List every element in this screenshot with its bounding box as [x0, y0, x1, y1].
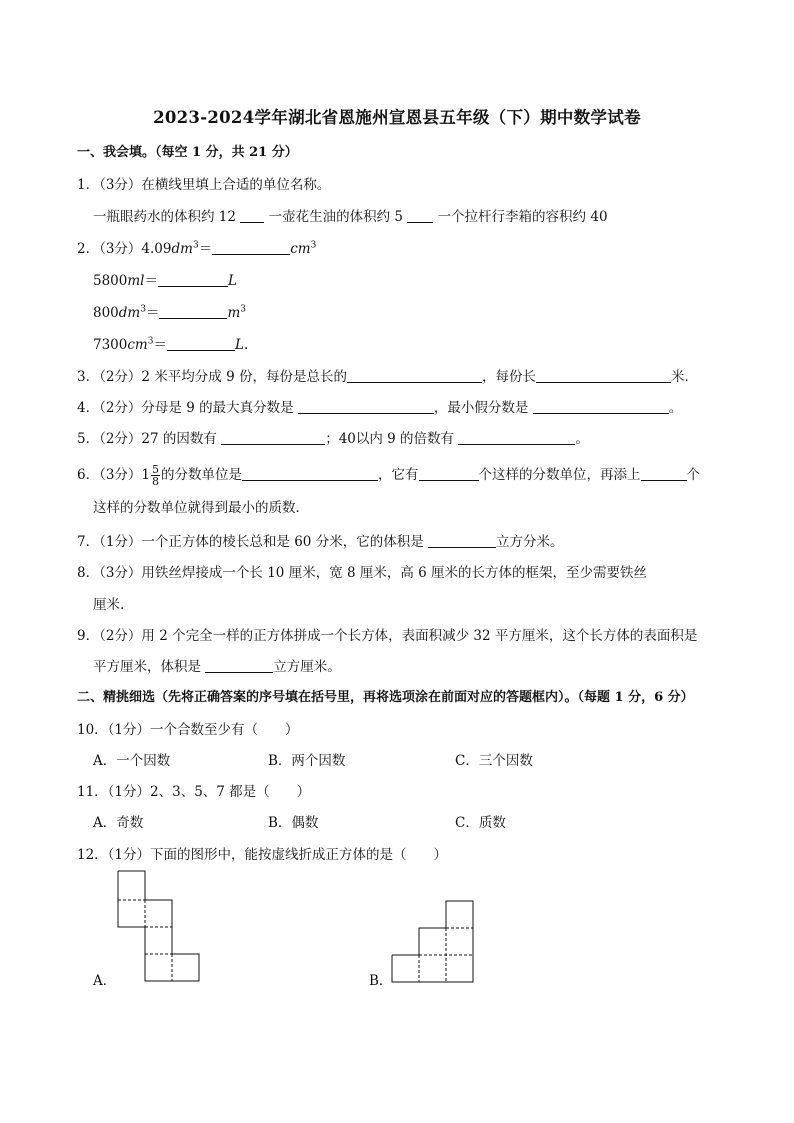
answer-blank[interactable] [240, 208, 264, 223]
answer-blank[interactable] [536, 368, 671, 383]
cube-net-b-figure [391, 900, 475, 984]
question-8-line-1: 8．（3分）用铁丝焊接成一个长 10 厘米，宽 8 厘米，高 6 厘米的长方体的框架，至少需要铁丝 [77, 565, 648, 581]
question-4: 4．（2分）分母是 9 的最大真分数是 ，最小假分数是 。 [77, 400, 683, 416]
section-1-heading: 一、我会填。（每空 1 分，共 21 分） [77, 145, 298, 160]
answer-blank[interactable] [298, 399, 434, 414]
question-2-line-c: $800dm^3= m^3$ [93, 304, 247, 321]
answer-blank[interactable] [212, 240, 290, 255]
option-b[interactable]: B．两个因数 [268, 753, 346, 769]
answer-blank[interactable] [159, 304, 227, 319]
section-2-heading: 二、精挑细选（先将正确答案的序号填在括号里，再将选项涂在前面对应的答题框内）。（每题 1 分，6 分） [77, 690, 694, 705]
answer-blank[interactable] [407, 208, 433, 223]
option-b[interactable]: B． [369, 973, 393, 989]
answer-blank[interactable] [221, 430, 325, 445]
question-1-stem: 1．（3分）在横线里填上合适的单位名称。 [77, 177, 331, 193]
page-title: 2023-2024学年湖北省恩施州宣恩县五年级（下）期中数学试卷 [153, 108, 641, 127]
option-b[interactable]: B．偶数 [268, 815, 319, 831]
answer-blank[interactable] [428, 533, 496, 548]
answer-blank[interactable] [347, 368, 482, 383]
answer-blank[interactable] [242, 466, 378, 481]
option-c[interactable]: C．三个因数 [455, 753, 533, 769]
question-3: 3．（2分）2 米平均分成 9 份，每份是总长的 ，每份长 米． [77, 369, 698, 385]
mixed-number-fraction: $\frac{5}{8}$ [152, 463, 160, 488]
question-1-items: 一瓶眼药水的体积约 12 一壶花生油的体积约 5 一个拉杆行李箱的容积约 40 [93, 209, 608, 225]
answer-blank[interactable] [419, 466, 479, 481]
question-5: 5．（2分）27 的因数有 ；40以内 9 的倍数有 。 [77, 431, 589, 447]
option-a[interactable]: A．一个因数 [93, 753, 171, 769]
answer-blank[interactable] [205, 658, 273, 673]
question-6-line-2: 这样的分数单位就得到最小的质数． [93, 500, 309, 516]
answer-blank[interactable] [533, 399, 669, 414]
cube-net-a-figure [117, 870, 201, 984]
option-a[interactable]: A．奇数 [93, 815, 144, 831]
answer-blank[interactable] [167, 336, 235, 351]
question-2-line-b: 5800ml＝ L [93, 273, 237, 289]
question-9-line-1: 9．（2分）用 2 个完全一样的正方体拼成一个长方体，表面积减少 32 平方厘米，这个长方体的表面积是 [77, 628, 698, 644]
question-7: 7．（1分）一个正方体的棱长总和是 60 分米，它的体积是 立方分米。 [77, 534, 564, 550]
question-6-line-1: 6．（3分）1 $\frac{5}{8}$ 的分数单位是 ，它有 个这样的分数单位，再添上 个 [77, 463, 701, 488]
question-10-stem: 10．（1分）一个合数至少有（ ） [77, 722, 299, 738]
question-8-line-2: 厘米. [93, 597, 125, 613]
question-9-line-2: 平方厘米，体积是 立方厘米。 [93, 659, 341, 675]
question-2-line-d: $7300cm^3= L$. [93, 336, 249, 353]
answer-blank[interactable] [641, 466, 687, 481]
option-c[interactable]: C．质数 [455, 815, 506, 831]
question-2-line-a: 2．（3分）$4.09dm^3= cm^3$ [77, 240, 317, 257]
question-12-stem: 12．（1分）下面的图形中，能按虚线折成正方体的是（ ） [77, 847, 448, 863]
option-a[interactable]: A． [93, 973, 117, 989]
answer-blank[interactable] [158, 272, 228, 287]
question-11-stem: 11．（1分）2、3、5、7 都是（ ） [77, 784, 311, 800]
answer-blank[interactable] [458, 430, 575, 445]
